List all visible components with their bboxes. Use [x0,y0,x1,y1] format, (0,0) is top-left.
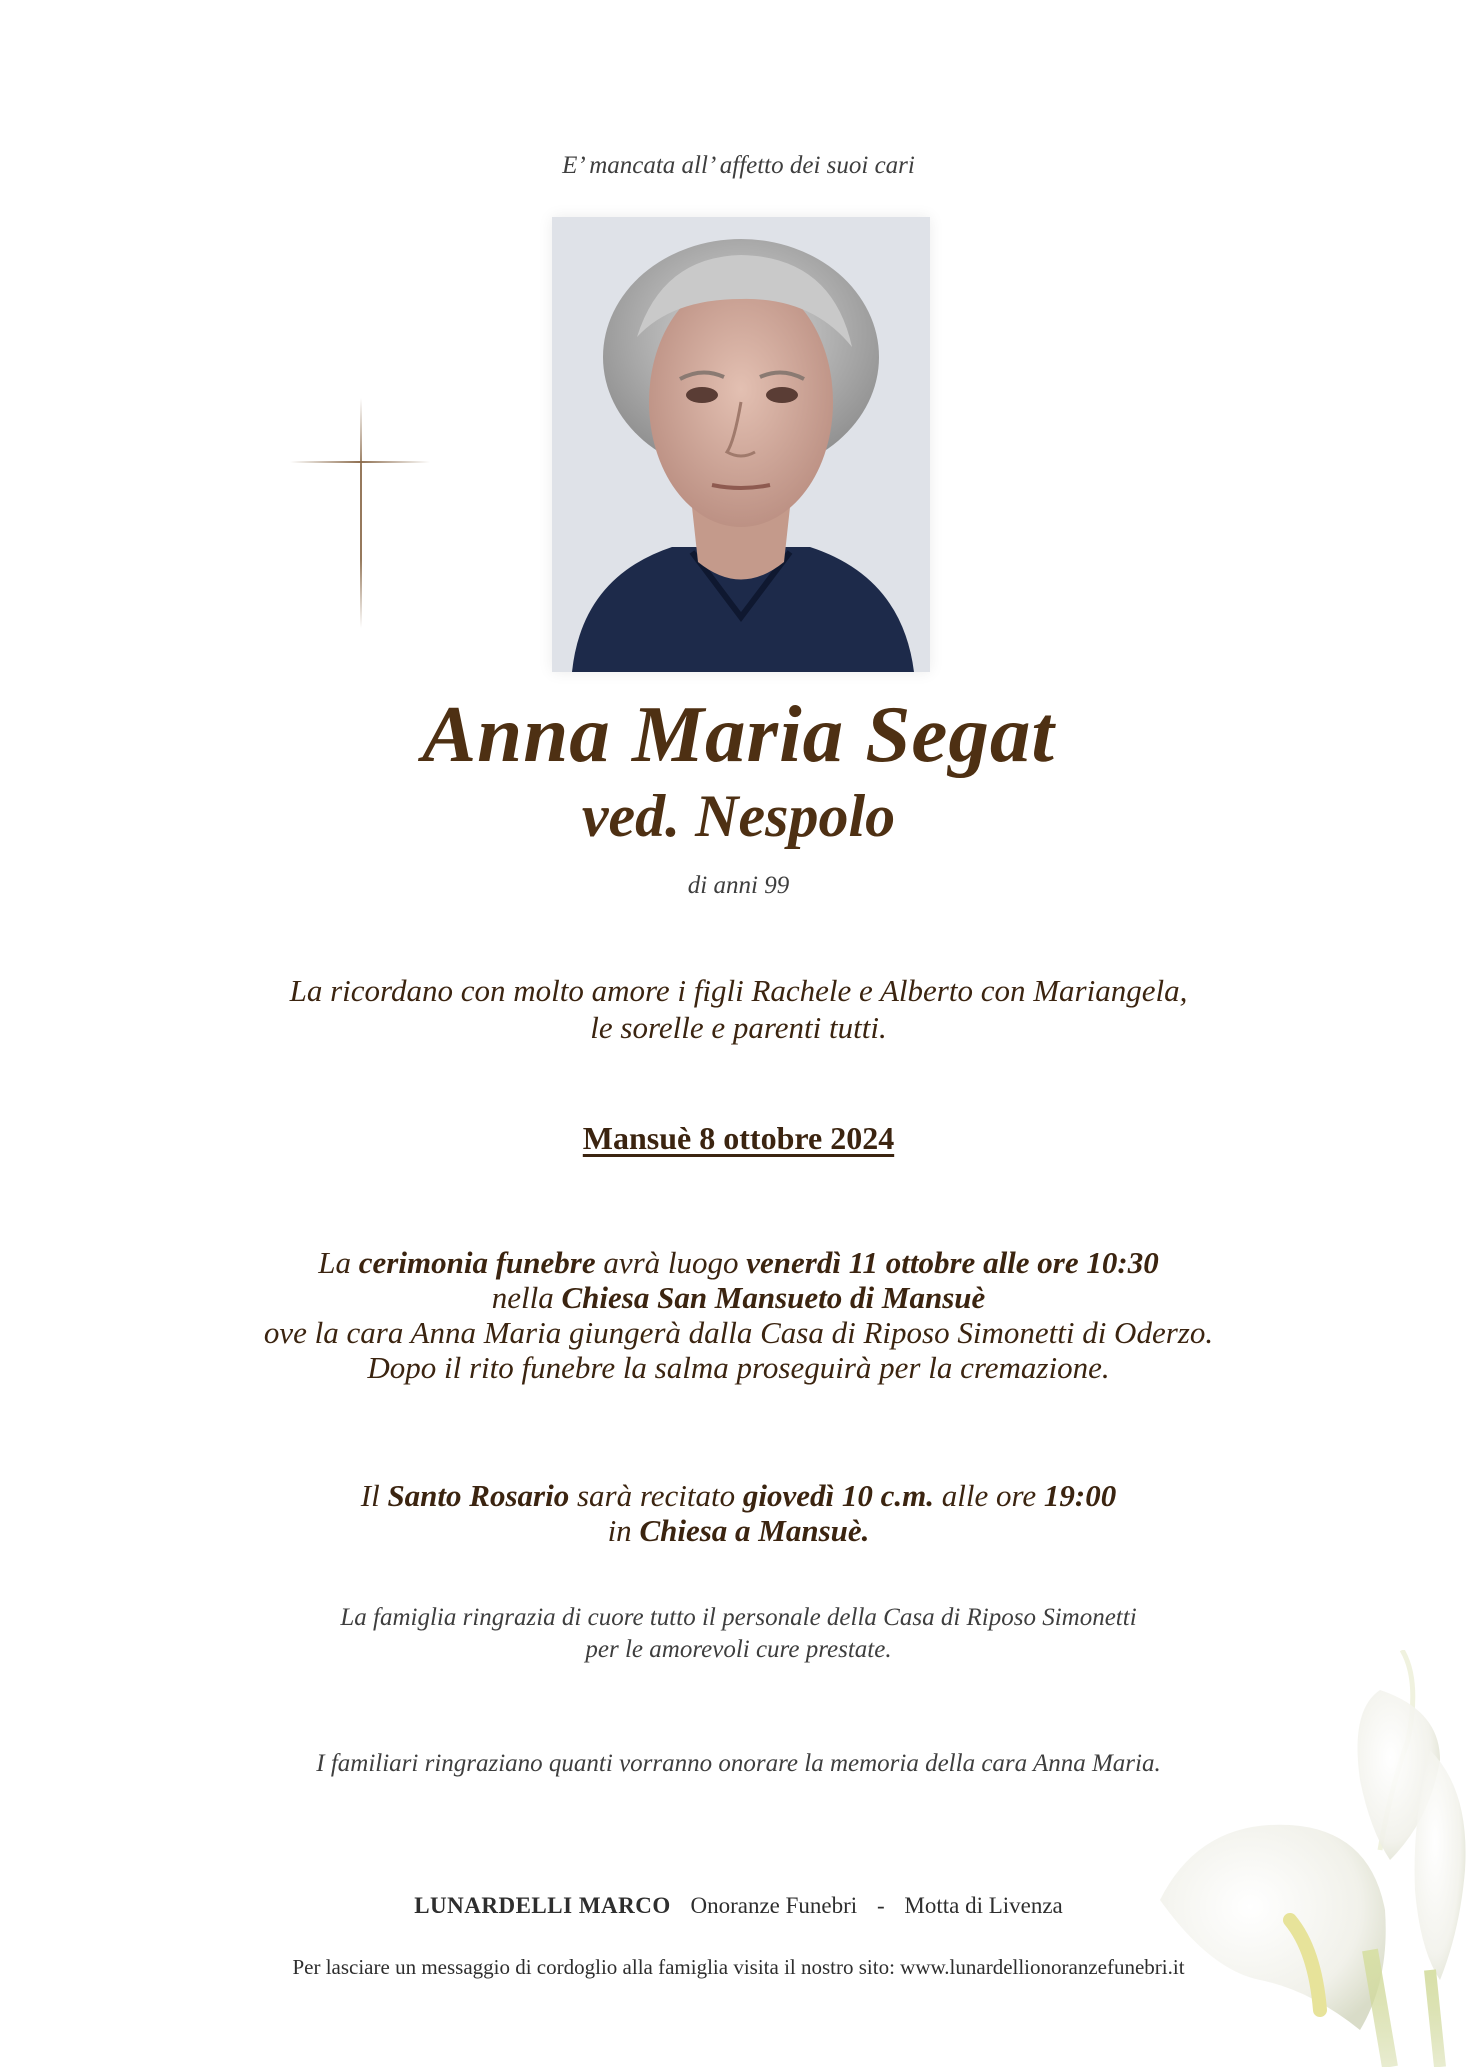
rosary-paragraph [0,1478,1477,1548]
footer-separator: - [876,1893,885,1918]
rosary-line: Il Santo Rosario sarà recitato giovedì 10 c.m. alle ore 19:00 [360,1478,1117,1513]
portrait-photo [552,217,930,672]
thanks-all-text: I familiari ringraziano quanti vorranno onorare la memoria della cara Anna Maria. [316,1750,1161,1777]
place-date-text: Mansuè 8 ottobre 2024 [582,1120,895,1156]
rosary-line: in Chiesa a Mansuè. [607,1513,870,1548]
service-name: Onoranze Funebri [690,1893,858,1918]
deceased-surname: ved. Nespolo [581,783,896,849]
place-date [0,1120,1477,1157]
ceremony-line: nella Chiesa San Mansueto di Mansuè [491,1280,986,1315]
ceremony-line: ove la cara Anna Maria giungerà dalla Casa di Riposo Simonetti di Oderzo. [263,1315,1214,1350]
family-line: La ricordano con molto amore i figli Rachele e Alberto con Mariangela, [289,973,1188,1008]
footer-message: Per lasciare un messaggio di cordoglio alla famiglia visita il nostro sito: www.lunardellionoranzefunebri.it [292,1955,1185,1979]
thanks-line: per le amorevoli cure prestate. [585,1636,892,1663]
family-paragraph [0,972,1477,1046]
ceremony-line: Dopo il rito funebre la salma proseguirà per la cremazione. [367,1350,1110,1385]
intro-text: E’ mancata all’ affetto dei suoi cari [562,152,915,179]
ceremony-line: La cerimonia funebre avrà luogo venerdì 11 ottobre alle ore 10:30 [318,1245,1159,1280]
deceased-name: Anna Maria Segat [422,689,1055,779]
calla-lily-icon [1140,1650,1477,2067]
thanks-line: La famiglia ringrazia di cuore tutto il personale della Casa di Riposo Simonetti [340,1604,1137,1631]
company-name: LUNARDELLI MARCO [414,1893,671,1918]
age-text: di anni 99 [687,872,790,899]
ceremony-paragraph [0,1245,1477,1385]
company-location: Motta di Livenza [904,1893,1063,1918]
cross-icon [290,398,430,628]
family-line: le sorelle e parenti tutti. [590,1010,887,1045]
footer-business [0,1893,1477,1919]
